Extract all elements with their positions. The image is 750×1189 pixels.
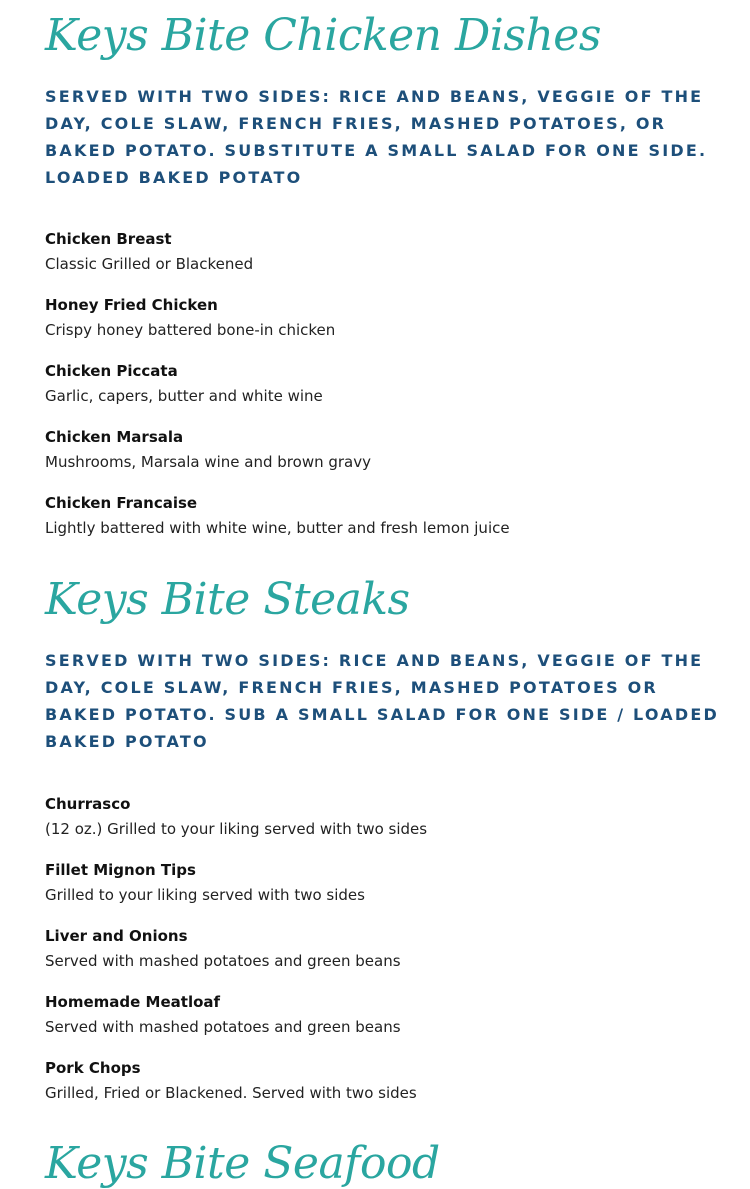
menu-item-description: Grilled to your liking served with two sides [45,886,365,904]
menu-item-list [45,229,735,559]
menu-item [45,992,735,1058]
menu-item-description: Served with mashed potatoes and green beans [45,1018,401,1036]
section-subtitle: SERVED WITH TWO SIDES: RICE AND BEANS, VEGGIE OF THE DAY, COLE SLAW, FRENCH FRIES, MASHED POTATOES, OR BAKED POTATO. SUBSTITUTE A SMALL SALAD FOR ONE SIDE. LOADED BAKED POTATO [45,87,708,187]
section-title: Keys Bite Chicken Dishes [45,10,601,61]
menu-item-name: Honey Fried Chicken [45,296,218,314]
menu-item [45,794,735,860]
menu-item-description: Classic Grilled or Blackened [45,255,254,273]
menu-item-description: Served with mashed potatoes and green beans [45,952,401,970]
menu-item [45,295,735,361]
menu-item [45,361,735,427]
menu-item-description: Garlic, capers, butter and white wine [45,387,323,405]
section-steaks [45,574,735,1124]
menu-item-name: Chicken Francaise [45,494,198,512]
menu-item-description: Crispy honey battered bone-in chicken [45,321,336,339]
menu-item [45,229,735,295]
menu-item-list [45,794,735,1124]
menu-item-name: Homemade Meatloaf [45,993,221,1011]
menu-item-name: Fillet Mignon Tips [45,861,196,879]
menu-item [45,926,735,992]
menu-item-description: Lightly battered with white wine, butter and fresh lemon juice [45,519,510,537]
menu-item-description: Mushrooms, Marsala wine and brown gravy [45,453,372,471]
section-seafood [45,1138,440,1189]
menu-item [45,860,735,926]
menu-item-name: Chicken Breast [45,230,172,248]
section-title: Keys Bite Steaks [45,574,410,625]
menu-item [45,493,735,559]
section-title: Keys Bite Seafood [45,1138,440,1189]
menu-item-name: Chicken Marsala [45,428,184,446]
menu-item [45,1058,735,1124]
menu-item-name: Chicken Piccata [45,362,178,380]
menu-item-name: Churrasco [45,795,131,813]
section-subtitle: SERVED WITH TWO SIDES: RICE AND BEANS, VEGGIE OF THE DAY, COLE SLAW, FRENCH FRIES, MASHED POTATOES OR BAKED POTATO. SUB A SMALL SALAD FOR ONE SIDE / LOADED BAKED POTATO [45,651,719,751]
menu-item-name: Pork Chops [45,1059,141,1077]
section-chicken-dishes [45,10,735,559]
menu-item-description: (12 oz.) Grilled to your liking served with two sides [45,820,428,838]
menu-item [45,427,735,493]
menu-item-name: Liver and Onions [45,927,188,945]
menu-item-description: Grilled, Fried or Blackened. Served with two sides [45,1084,417,1102]
